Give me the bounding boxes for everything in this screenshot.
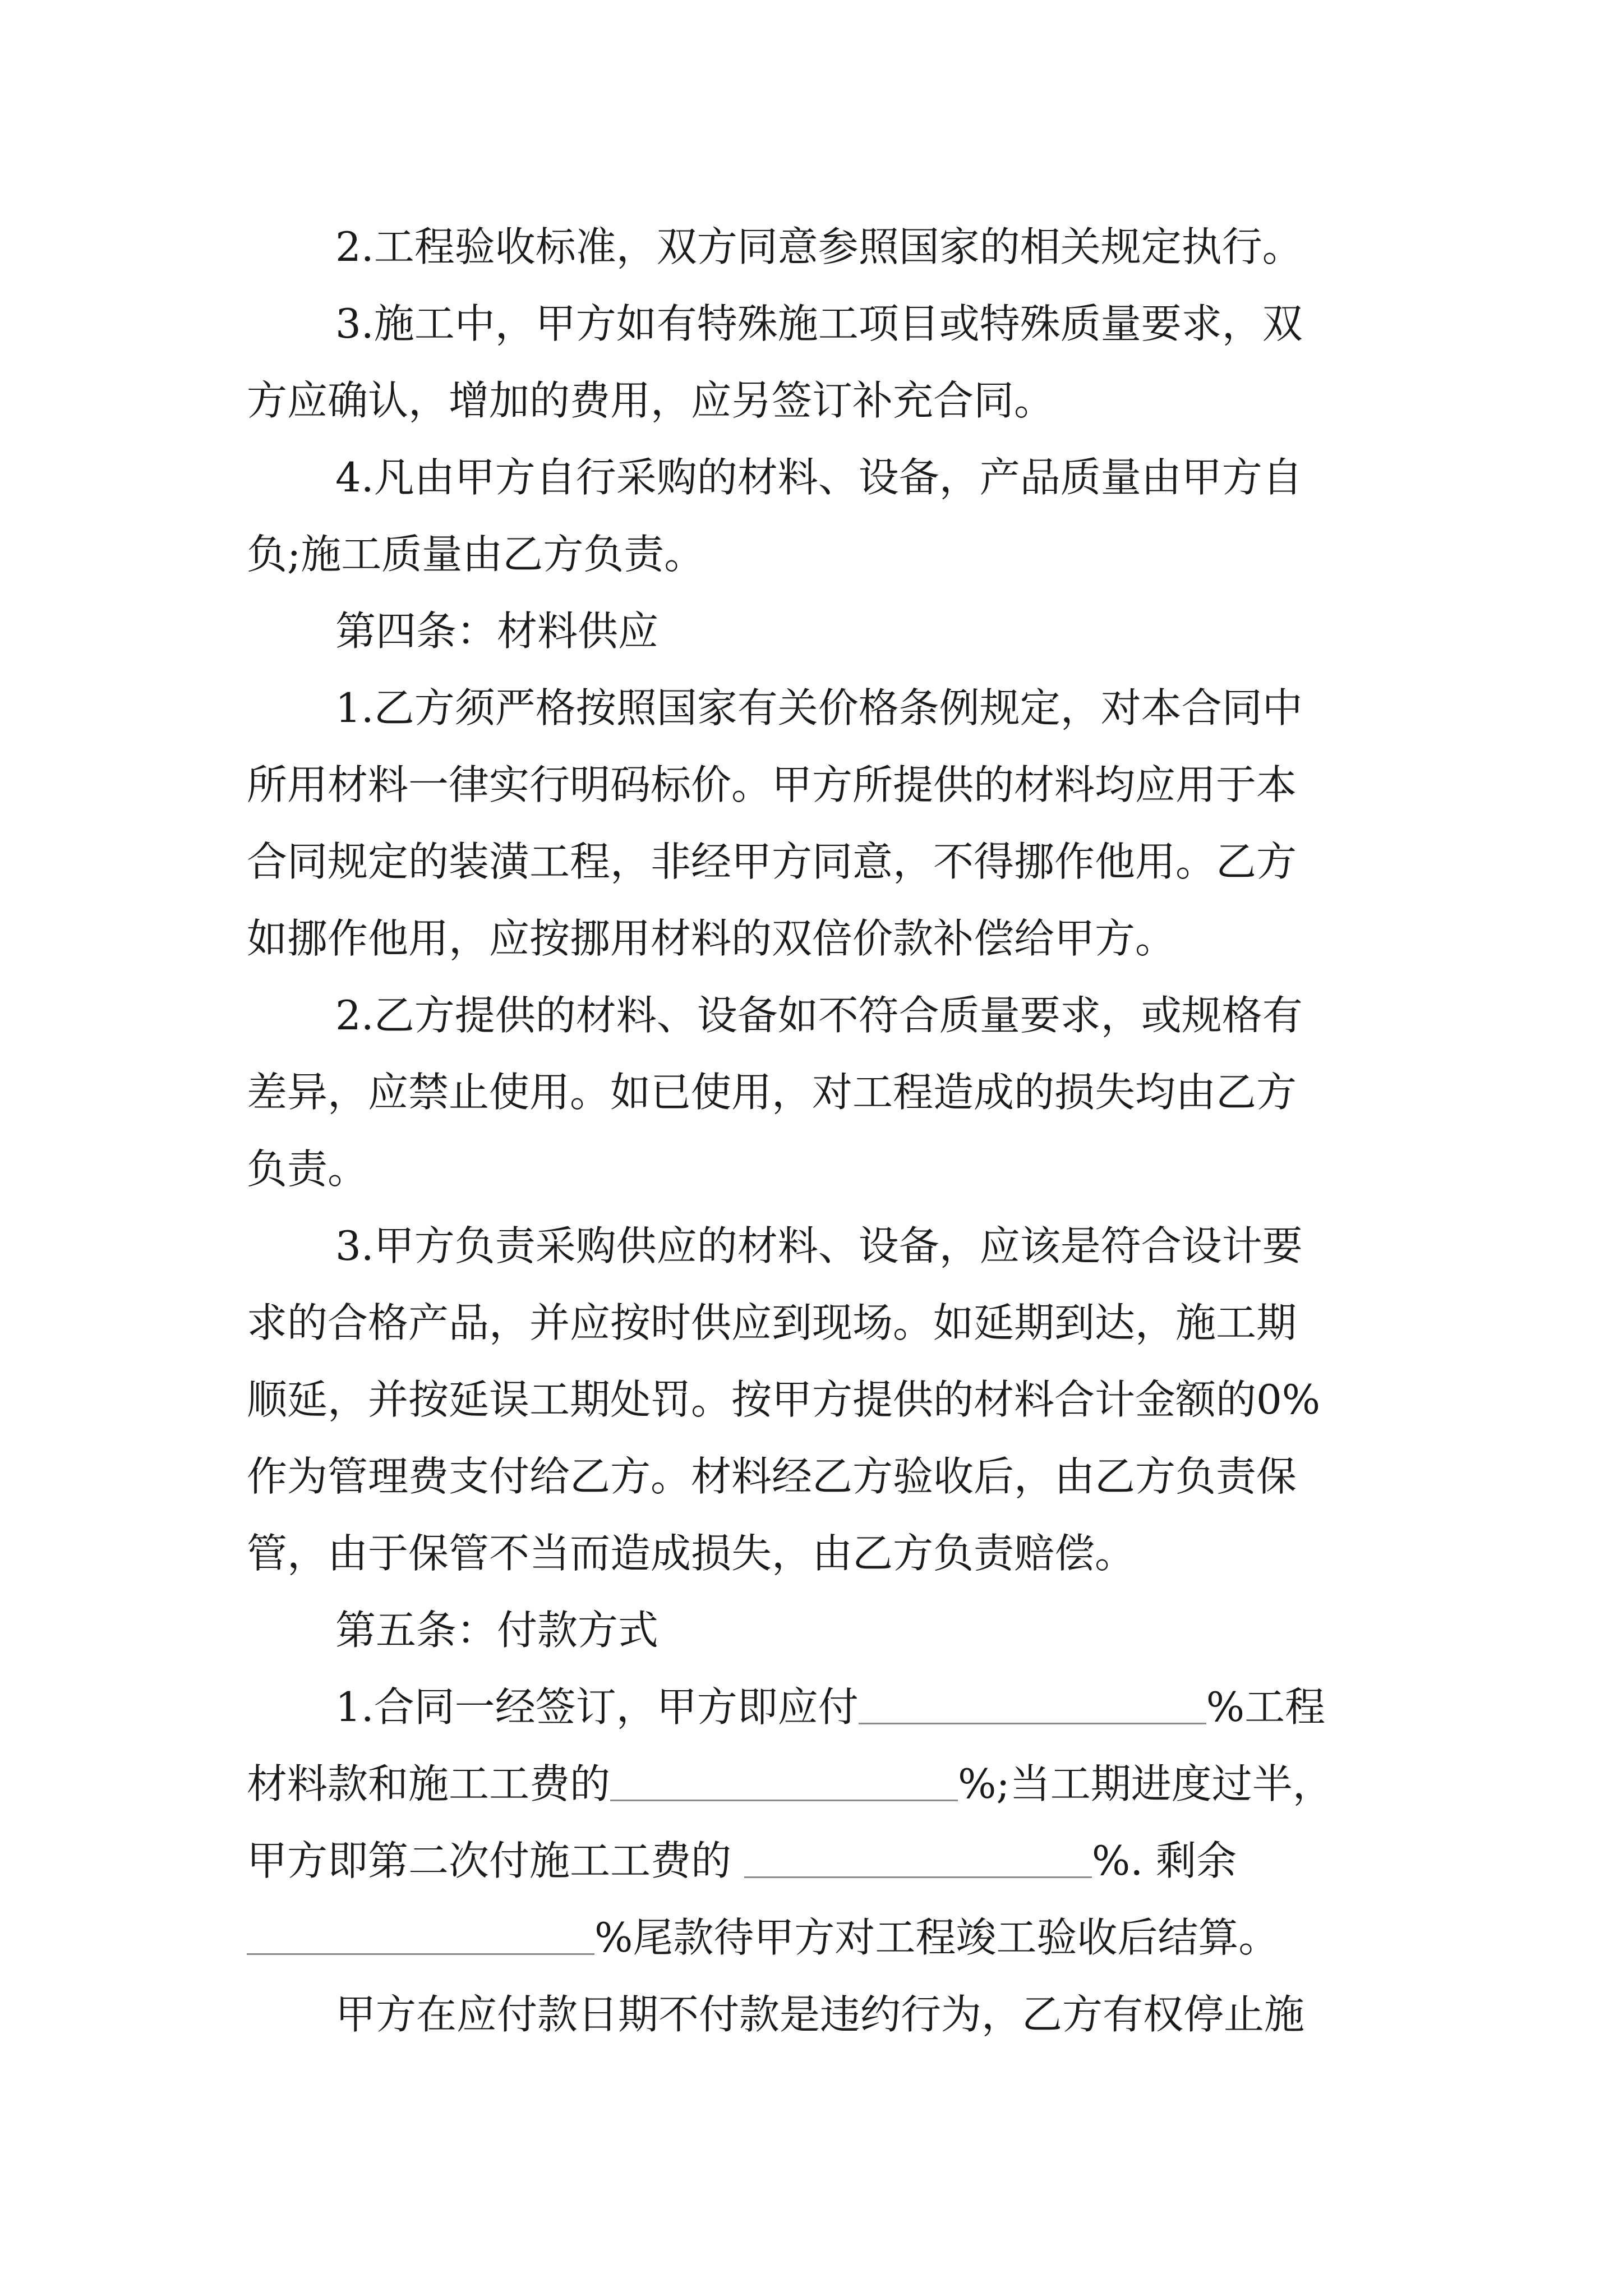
text-line: 2.工程验收标准，双方同意参照国家的相关规定执行。 (335, 223, 1303, 270)
fill-in-blank[interactable] (610, 1799, 958, 1801)
payment-line (247, 1823, 1385, 1899)
fill-in-blank[interactable] (859, 1722, 1206, 1724)
text-line: 差异，应禁止使用。如已使用，对工程造成的损失均由乙方 (247, 1069, 1297, 1116)
text-line: 合同规定的装潢工程，非经甲方同意，不得挪作他用。乙方 (247, 838, 1297, 885)
text-line: 3.施工中，甲方如有特殊施工项目或特殊质量要求，双 (335, 300, 1303, 347)
text-line: 甲方在应付款日期不付款是违约行为，乙方有权停止施 (335, 1991, 1305, 2038)
text-line: 顺延，并按延误工期处罚。按甲方提供的材料合计金额的0% (247, 1376, 1321, 1423)
text-line: 方应确认，增加的费用，应另签订补充合同。 (247, 377, 1055, 424)
payment-text: 材料款和施工工费的 (247, 1760, 611, 1807)
payment-text: 甲方即第二次付施工工费的 (247, 1837, 732, 1884)
text-line: 如挪作他用，应按挪用材料的双倍价款补偿给甲方。 (247, 915, 1176, 962)
payment-line (247, 1746, 1385, 1823)
text-line: 所用材料一律实行明码标价。甲方所提供的材料均应用于本 (247, 761, 1297, 808)
text-line: 作为管理费支付给乙方。材料经乙方验收后，由乙方负责保 (247, 1453, 1297, 1500)
section-heading: 第四条：材料供应 (335, 608, 659, 655)
text-line: 负;施工质量由乙方负责。 (247, 531, 705, 578)
payment-line (247, 1899, 1385, 1976)
text-line: 4.凡由甲方自行采购的材料、设备，产品质量由甲方自 (335, 454, 1303, 501)
payment-text: %;当工期进度过半， (958, 1760, 1333, 1807)
document-body (247, 209, 1385, 2053)
payment-text: %工程 (1206, 1683, 1326, 1731)
payment-text: 1.合同一经签订，甲方即应付 (335, 1683, 859, 1731)
text-line: 管，由于保管不当而造成损失，由乙方负责赔偿。 (247, 1530, 1136, 1577)
fill-in-blank[interactable] (744, 1876, 1092, 1878)
fill-in-blank[interactable] (247, 1953, 594, 1955)
text-line: 1.乙方须严格按照国家有关价格条例规定，对本合同中 (335, 684, 1303, 731)
text-line: 3.甲方负责采购供应的材料、设备，应该是符合设计要 (335, 1222, 1303, 1269)
payment-line (247, 1669, 1385, 1746)
section-heading: 第五条：付款方式 (335, 1607, 659, 1654)
text-line: 负责。 (247, 1145, 368, 1193)
text-line: 2.乙方提供的材料、设备如不符合质量要求，或规格有 (335, 992, 1303, 1039)
payment-text: %尾款待甲方对工程竣工验收后结算。 (594, 1914, 1279, 1961)
payment-text: %. 剩余 (1091, 1837, 1237, 1884)
text-line: 求的合格产品，并应按时供应到现场。如延期到达，施工期 (247, 1299, 1297, 1346)
